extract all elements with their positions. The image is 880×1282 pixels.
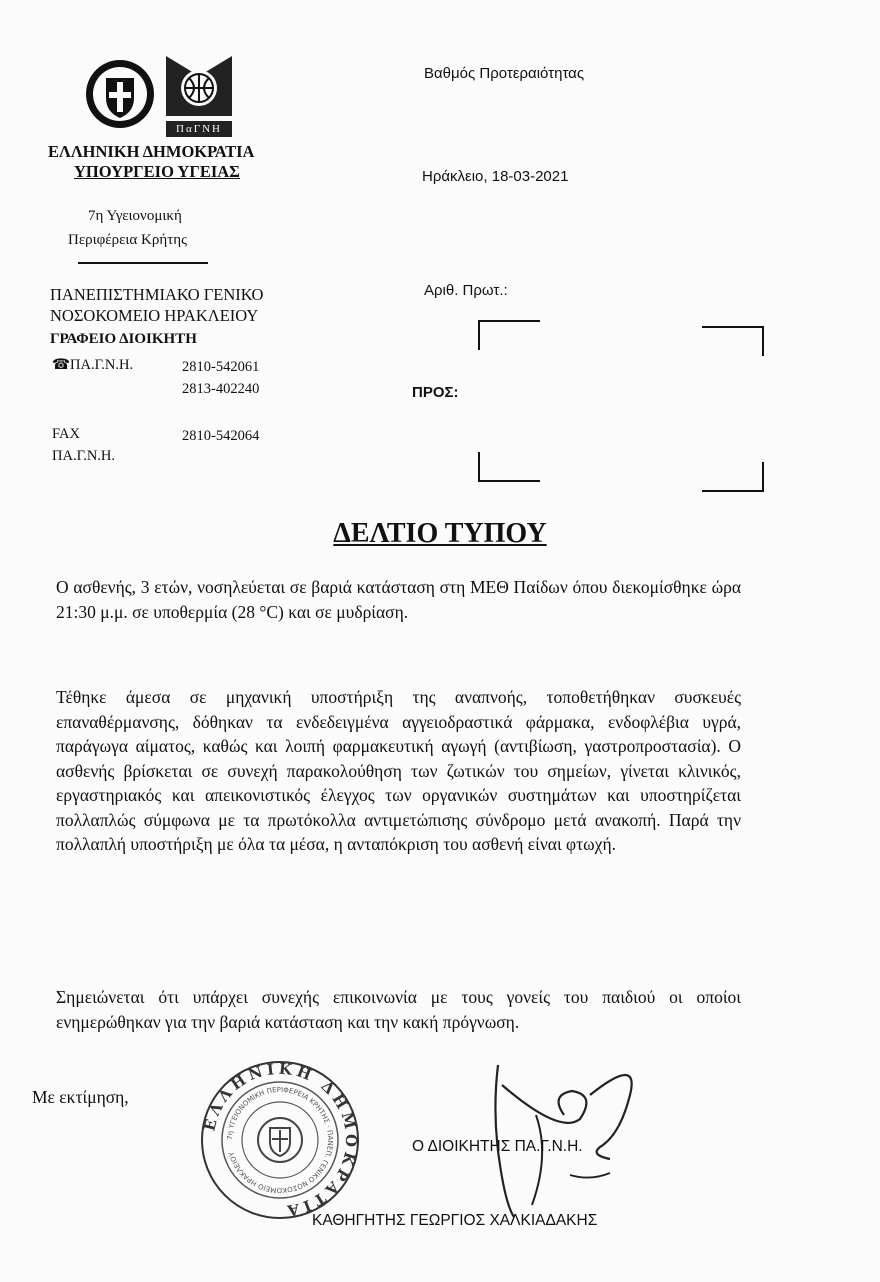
paragraph-1: Ο ασθενής, 3 ετών, νοσηλεύεται σε βαριά κατάσταση στη ΜΕΘ Παίδων όπου διεκομίσθηκε ώρα 21:30 μ.μ. σε υποθερμία (28 °C) και σε μυδρίαση. (56, 577, 741, 622)
signature-title: Ο ΔΙΟΙΚΗΤΗΣ ΠΑ.Γ.Ν.Η. (412, 1138, 583, 1155)
bracket-top-left (478, 320, 540, 350)
hospital-logo (166, 56, 232, 135)
phone-number-2: 2813-402240 (182, 381, 260, 397)
separator-line (78, 262, 208, 264)
svg-text:ΕΛΛΗΝΙΚΗ ΔΗΜΟΚΡΑΤΙΑ: ΕΛΛΗΝΙΚΗ ΔΗΜΟΚΡΑΤΙΑ (200, 1060, 360, 1220)
bracket-bottom-left (478, 452, 540, 482)
coat-of-arms-icon (84, 58, 156, 130)
ministry-name: ΥΠΟΥΡΓΕΙΟ ΥΓΕΙΑΣ (74, 162, 240, 181)
bracket-bottom-right (702, 462, 764, 492)
phone-number-1: 2810-542061 (182, 359, 260, 375)
official-stamp (200, 1060, 360, 1220)
place-date: Ηράκλειο, 18-03-2021 (422, 168, 569, 185)
phone-label: ☎ΠΑ.Γ.Ν.Η. (52, 357, 134, 373)
fax-label-1: FAX (52, 426, 80, 442)
logo-text: ΠαΓΝΗ (166, 121, 232, 137)
paragraph-2: Τέθηκε άμεσα σε μηχανική υποστήριξη της αναπνοής, τοποθετήθηκαν συσκευές επαναθέρμανσης, δόθηκαν τα ενδεδειγμένα αγγειοδραστικά φάρμακα, ενδοφλέβια υγρά, παράγωγα αίματος, καθώς και λοιπή φαρμακευτική αγωγή (αντιβίωση, γαστροπροστασία). Ο ασθενής βρίσκεται σε συνεχή παρακολούθηση των ζωτικών του σημείων, γίνεται κλινικός, εργαστηριακός και απεικονιστικός έλεγχος των οργανικών συστημάτων και υποστηρίζεται πολλαπλώς σύμφωνα με τα πρωτόκολλα αντιμετώπισης σύνδρομο μετά ανακοπή. Παρά την πολλαπλή υποστήριξη με όλα τα μέσα, η ανταπόκριση του ασθενή είναι φτωχή. (56, 687, 741, 854)
recipient-label: ΠΡΟΣ: (412, 384, 459, 401)
page-title: ΔΕΛΤΙΟ ΤΥΠΟΥ (333, 518, 547, 549)
svg-text:7η ΥΓΕΙΟΝΟΜΙΚΗ ΠΕΡΙΦΕΡΕΙΑ ΚΡΗΤ: 7η ΥΓΕΙΟΝΟΜΙΚΗ ΠΕΡΙΦΕΡΕΙΑ ΚΡΗΤΗΣ · ΠΑΝΕΠ. ΓΕΝΙΚΟ ΝΟΣΟΚΟΜΕΙΟ ΗΡΑΚΛΕΙΟΥ (225, 1085, 335, 1195)
protocol-number-label: Αριθ. Πρωτ.: (424, 282, 508, 299)
hospital-name-line-2: ΝΟΣΟΚΟΜΕΙΟ ΗΡΑΚΛΕΙΟΥ (50, 306, 259, 325)
fax-number: 2810-542064 (182, 428, 260, 444)
region-line-1: 7η Υγειονομική (88, 208, 182, 224)
paragraph-3: Σημειώνεται ότι υπάρχει συνεχής επικοινωνία με τους γονείς του παιδιού οι οποίοι ενημερώθηκαν για την βαριά κατάσταση και την κακή πρόγνωση. (56, 987, 741, 1032)
signatory-name: ΚΑΘΗΓΗΤΗΣ ΓΕΩΡΓΙΟΣ ΧΑΛΚΙΑΔΑΚΗΣ (312, 1212, 598, 1229)
closing-text: Με εκτίμηση, (32, 1087, 129, 1107)
office-name: ΓΡΑΦΕΙΟ ΔΙΟΙΚΗΤΗ (50, 331, 197, 347)
bracket-top-right (702, 326, 764, 356)
country-name: ΕΛΛΗΝΙΚΗ ΔΗΜΟΚΡΑΤΙΑ (48, 142, 255, 161)
hospital-name-line-1: ΠΑΝΕΠΙΣΤΗΜΙΑΚΟ ΓΕΝΙΚΟ (50, 285, 264, 304)
region-line-2: Περιφέρεια Κρήτης (68, 232, 188, 248)
priority-label: Βαθμός Προτεραιότητας (424, 65, 585, 82)
fax-label-2: ΠΑ.Γ.Ν.Η. (52, 448, 116, 464)
